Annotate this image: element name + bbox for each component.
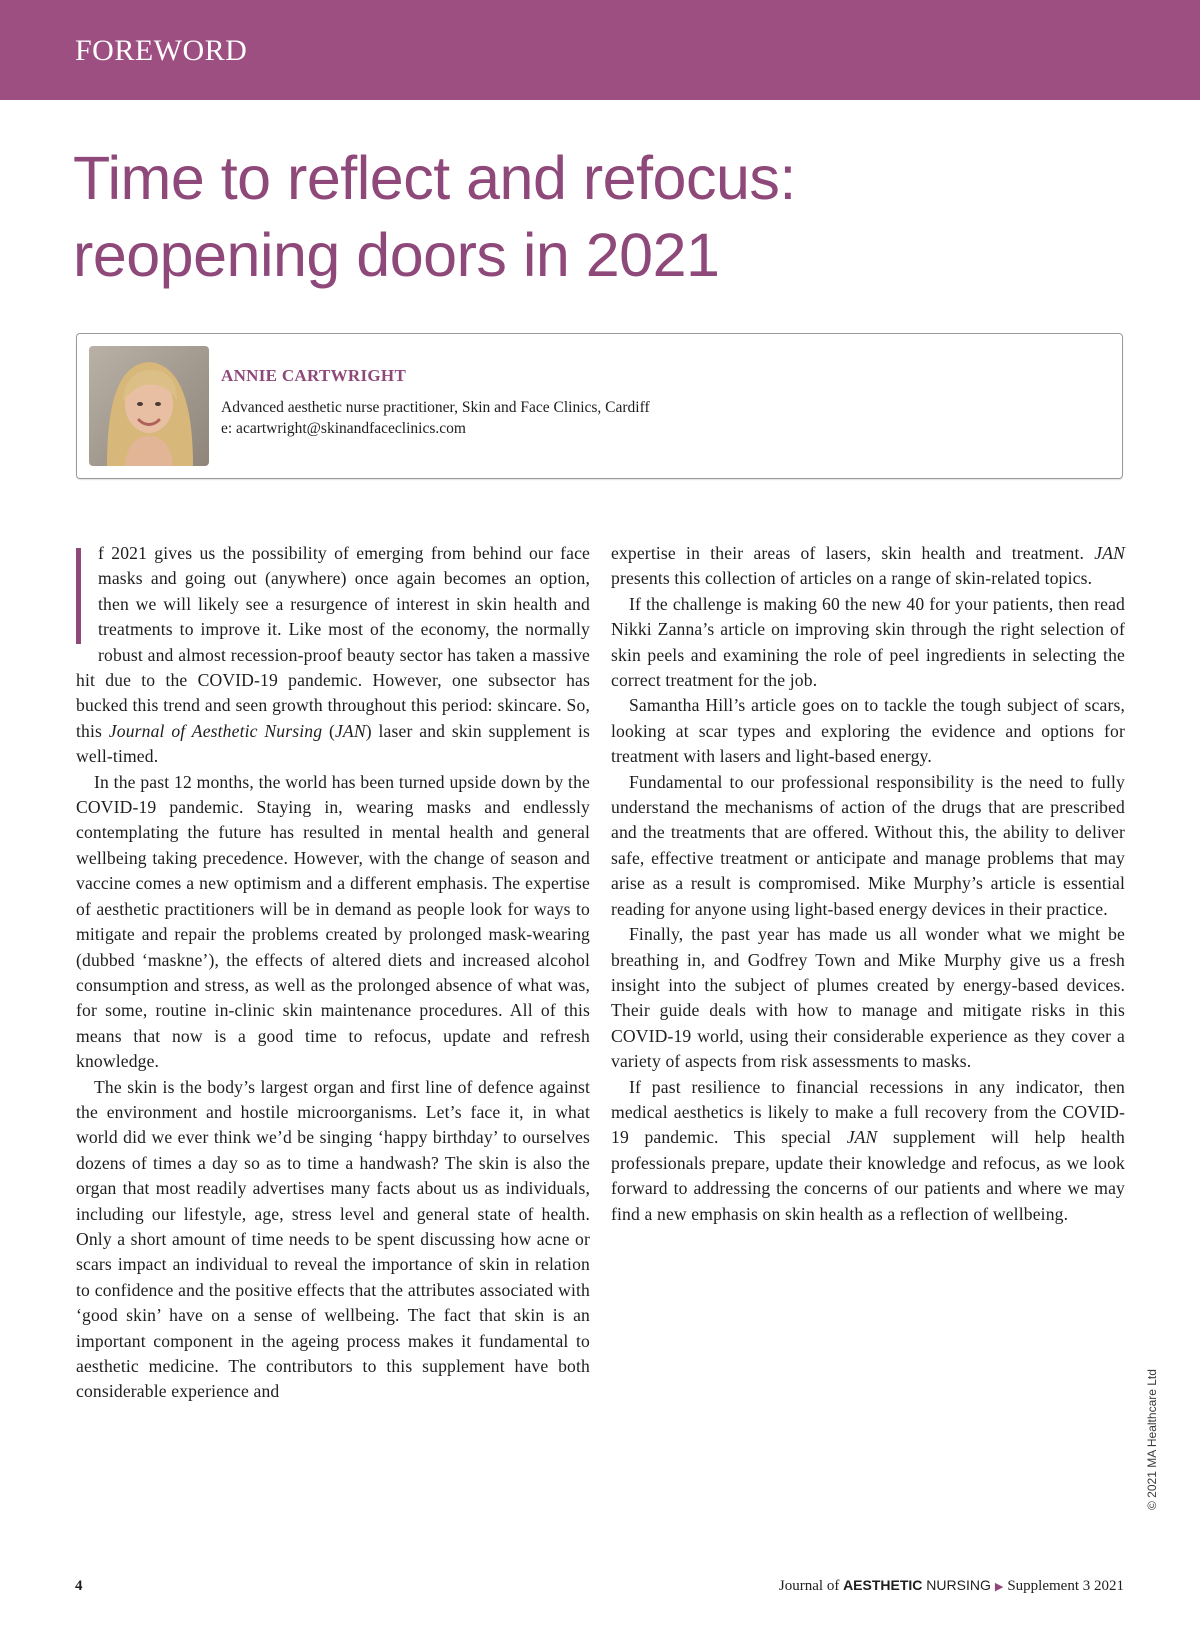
drop-cap-bar [76, 548, 81, 644]
body-paragraph [611, 541, 1125, 592]
journal-abbrev: JAN [334, 720, 366, 741]
body-text: supplement will help health professionals prepare, update their knowledge and refocus, as we look forward to addressing the concerns of our patients and where we may find a new emphasis on skin health as a reflection of wellbeing. [611, 1127, 1125, 1224]
body-paragraph: Samantha Hill’s article goes on to tackle the tough subject of scars, looking at scar types and exploring the evidence and options for treatment with lasers and light-based energy. [611, 695, 1125, 767]
article-title-line-1: Time to reflect and refocus: [73, 144, 796, 212]
section-header-band [0, 0, 1200, 100]
page-number: 4 [75, 1578, 83, 1594]
journal-brand-bold: AESTHETIC [843, 1577, 923, 1593]
running-footer [779, 1577, 1124, 1595]
body-text: presents this collection of articles on a range of skin-related topics. [611, 568, 1093, 589]
body-paragraph: In the past 12 months, the world has been turned upside down by the COVID-19 pandemic. Staying in, wearing masks and endlessly contemplating the future has resulted in mental health and general wellbeing taking precedence. However, with the change of season and vaccine comes a new optimism and a different emphasis. The expertise of aesthetic practitioners will be in demand as people look for ways to mitigate and repair the problems created by prolonged mask-wearing (dubbed ‘maskne’), the effects of altered diets and increased alcohol consumption and stress, as well as the prolonged absence of what was, for some, routine in-clinic skin maintenance procedures. All of this means that now is a good time to refocus, update and refresh knowledge. [76, 771, 590, 1072]
journal-abbrev: JAN [1094, 543, 1125, 563]
section-label: FOREWORD [75, 34, 248, 67]
author-box [76, 333, 1123, 479]
author-photo [89, 346, 209, 466]
author-name: ANNIE CARTWRIGHT [221, 366, 407, 385]
body-text: expertise in their areas of lasers, skin health and treatment. [611, 543, 1095, 563]
author-affiliation: Advanced aesthetic nurse practitioner, Skin and Face Clinics, Cardiff [221, 399, 650, 416]
body-text: ( [322, 720, 335, 741]
arrow-right-icon: ▶ [994, 1581, 1004, 1593]
body-text: If past resilience to financial recessions in any indicator, then medical aesthetics is likely to make a full recovery from the COVID-19 pandemic. This special [611, 1076, 1125, 1148]
supplement-label: Supplement 3 2021 [1007, 1578, 1124, 1594]
body-paragraph: Fundamental to our professional responsibility is the need to fully understand the mechanisms of action of the drugs that are prescribed and the treatments that are offered. Without this, the ability to deliver safe, effective treatment or anticipate and manage problems that may arise as a result is compromised. Mike Murphy’s article is essential reading for anyone using light-based energy devices in their practice. [611, 771, 1125, 919]
journal-name: Journal of Aesthetic Nursing [108, 720, 323, 741]
body-paragraph [611, 1075, 1125, 1227]
article-title [73, 140, 1123, 294]
body-text: ) laser and skin supplement is well-timed. [76, 720, 590, 767]
body-column-right [611, 541, 1125, 1227]
journal-prefix: Journal of [778, 1578, 844, 1594]
body-paragraph: The skin is the body’s largest organ and first line of defence against the environment and hostile microorganisms. Let’s face it, in what world did we ever think we’d be singing ‘happy birthday’ to ourselves dozens of times a day so as to time a handwash? The skin is also the organ that most readily advertises many facts about us as individuals, including our lifestyle, age, stress level and general state of health. Only a short amount of time needs to be spent discussing how acne or scars impact an individual to reveal the importance of skin in relation to confidence and the positive effects that the attributes associated with ‘good skin’ have on a sense of wellbeing. The fact that skin is an important component in the ageing process makes it fundamental to aesthetic medicine. The contributors to this supplement have both considerable experience and [76, 1076, 590, 1402]
body-paragraph: Finally, the past year has made us all wonder what we might be breathing in, and Godfrey Town and Mike Murphy give us a fresh insight into the subject of plumes created by energy-based devices. Their guide deals with how to manage and mitigate risks in this COVID-19 world, using their considerable experience as they cover a variety of aspects from risk assessments to masks. [611, 924, 1125, 1072]
author-email: e: acartwright@skinandfaceclinics.com [221, 420, 466, 437]
body-paragraph [76, 541, 590, 770]
journal-brand-light: NURSING [922, 1577, 991, 1593]
body-column-left [76, 541, 590, 1405]
article-title-line-2: reopening doors in 2021 [73, 221, 720, 289]
body-text: f 2021 gives us the possibility of emerging from behind our face masks and going out (anywhere) once again becomes an option, then we will likely see a resurgence of interest in skin health and treatments to improve it. Like most of the economy, the normally robust and almost recession-proof beauty sector has taken a massive hit due to the COVID-19 pandemic. However, one subsector has bucked this trend and seen growth throughout this period: skincare. So, this [76, 543, 590, 741]
body-paragraph: If the challenge is making 60 the new 40 for your patients, then read Nikki Zanna’s article on improving skin through the right selection of skin peels and examining the role of peel ingredients in selecting the correct treatment for the job. [611, 593, 1125, 691]
journal-abbrev: JAN [846, 1127, 878, 1148]
copyright-notice: © 2021 MA Healthcare Ltd [1145, 1369, 1159, 1510]
